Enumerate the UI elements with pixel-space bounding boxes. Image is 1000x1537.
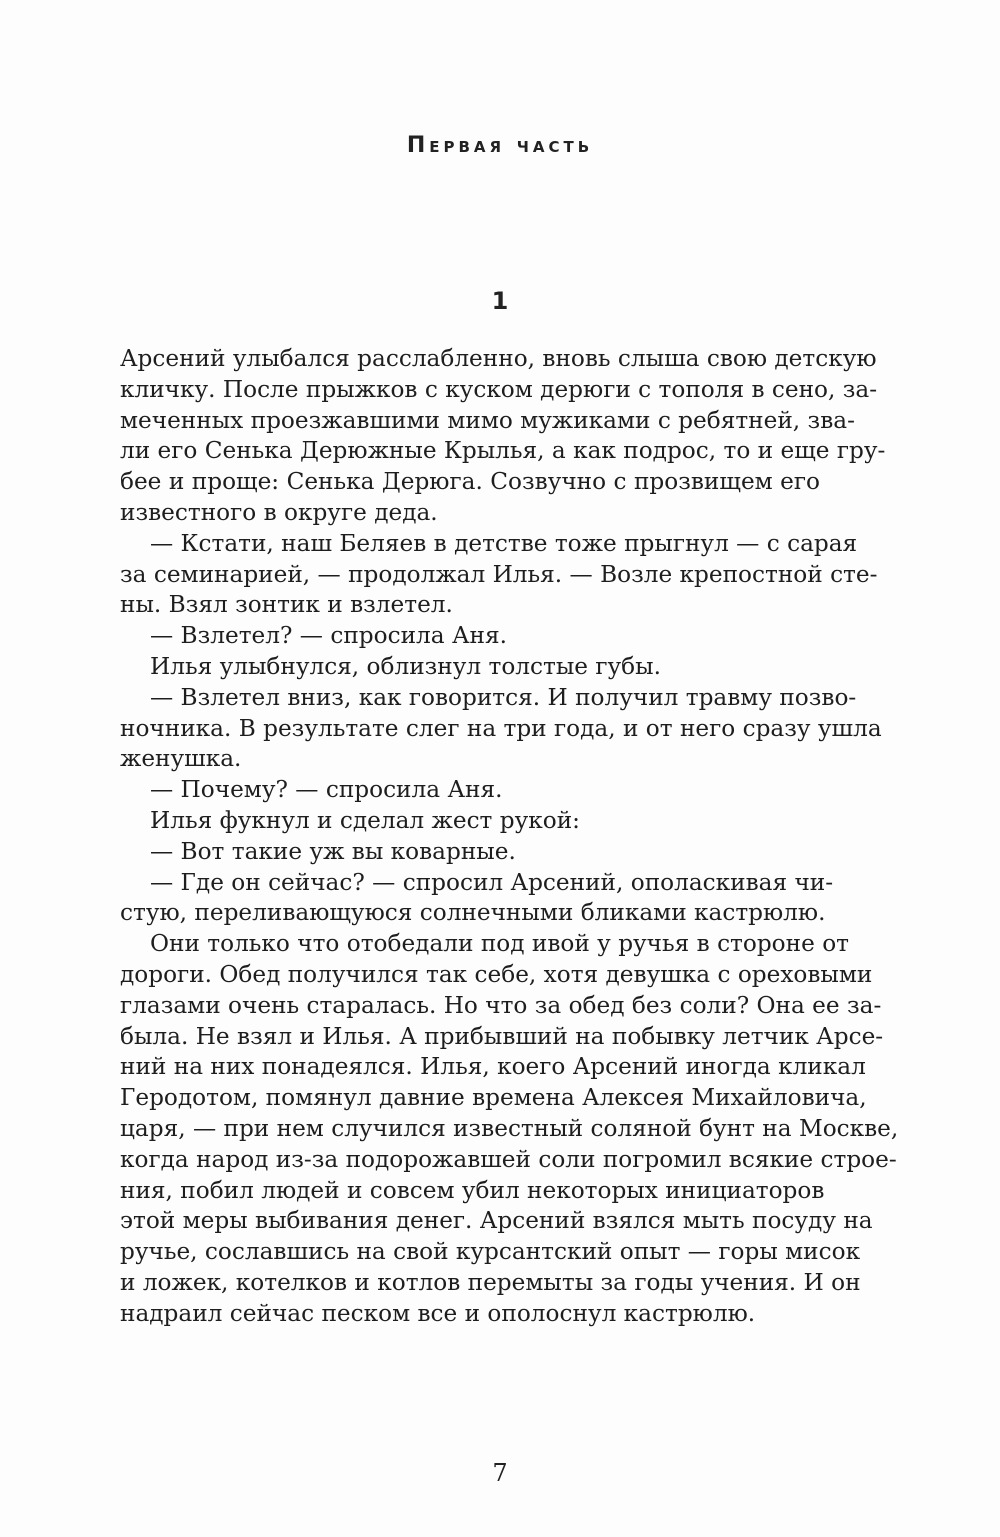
- text-line: надраил сейчас песком все и ополоснул кастрюлю.: [120, 1299, 756, 1327]
- text-line: женушка.: [120, 745, 242, 773]
- text-line: Илья улыбнулся, облизнул толстые губы.: [150, 652, 661, 680]
- chapter-number: 1: [491, 287, 509, 315]
- text-line: ния, побил людей и совсем убил некоторых инициаторов: [120, 1176, 825, 1204]
- text-line: — Почему? — спросила Аня.: [150, 776, 503, 804]
- text-line: когда народ из-за подорожавшей соли погромил всякие строе-: [120, 1145, 897, 1173]
- text-line: за семинарией, — продолжал Илья. — Возле крепостной сте-: [120, 560, 878, 588]
- text-line: — Взлетел вниз, как говорится. И получил травму позво-: [150, 683, 857, 711]
- text-line: меченных проезжавшими мимо мужиками с ребятней, зва-: [120, 406, 855, 434]
- text-line: дороги. Обед получился так себе, хотя девушка с ореховыми: [120, 960, 873, 988]
- text-line: ручье, сославшись на свой курсантский опыт — горы мисок: [120, 1238, 861, 1266]
- text-line: была. Не взял и Илья. А прибывший на побывку летчик Арсе-: [120, 1022, 884, 1050]
- text-line: ночника. В результате слег на три года, и от него сразу ушла: [120, 714, 882, 742]
- page-number: 7: [492, 1459, 508, 1487]
- text-line: — Кстати, наш Беляев в детстве тоже прыгнул — с сарая: [150, 529, 858, 557]
- text-line: и ложек, котелков и котлов перемыты за годы учения. И он: [120, 1268, 861, 1296]
- text-line: бее и проще: Сенька Дерюга. Созвучно с прозвищем его: [120, 468, 820, 496]
- text-line: Они только что отобедали под ивой у ручья в стороне от: [150, 930, 849, 958]
- text-line: ли его Сенька Дерюжные Крылья, а как подрос, то и еще гру-: [120, 437, 886, 465]
- text-line: — Вот такие уж вы коварные.: [150, 837, 516, 865]
- text-line: ны. Взял зонтик и взлетел.: [120, 591, 453, 619]
- part-title: Первая часть: [406, 133, 594, 158]
- text-line: известного в округе деда.: [120, 498, 438, 526]
- text-line: — Взлетел? — спросила Аня.: [150, 622, 507, 650]
- text-line: кличку. После прыжков с куском дерюги с тополя в сено, за-: [120, 375, 878, 403]
- text-line: этой меры выбивания денег. Арсений взялся мыть посуду на: [120, 1207, 873, 1235]
- text-line: ний на них понадеялся. Илья, коего Арсений иногда кликал: [120, 1053, 866, 1081]
- text-line: царя, — при нем случился известный соляной бунт на Москве,: [120, 1114, 899, 1142]
- text-line: Илья фукнул и сделал жест рукой:: [150, 806, 580, 834]
- text-line: Арсений улыбался расслабленно, вновь слыша свою детскую: [120, 345, 877, 372]
- text-line: глазами очень старалась. Но что за обед без соли? Она ее за-: [120, 991, 882, 1019]
- body-text: [120, 344, 899, 1330]
- text-line: — Где он сейчас? — спросил Арсений, ополаскивая чи-: [150, 868, 834, 896]
- text-line: Геродотом, помянул давние времена Алексея Михайловича,: [120, 1084, 867, 1112]
- text-line: стую, переливающуюся солнечными бликами кастрюлю.: [120, 899, 826, 927]
